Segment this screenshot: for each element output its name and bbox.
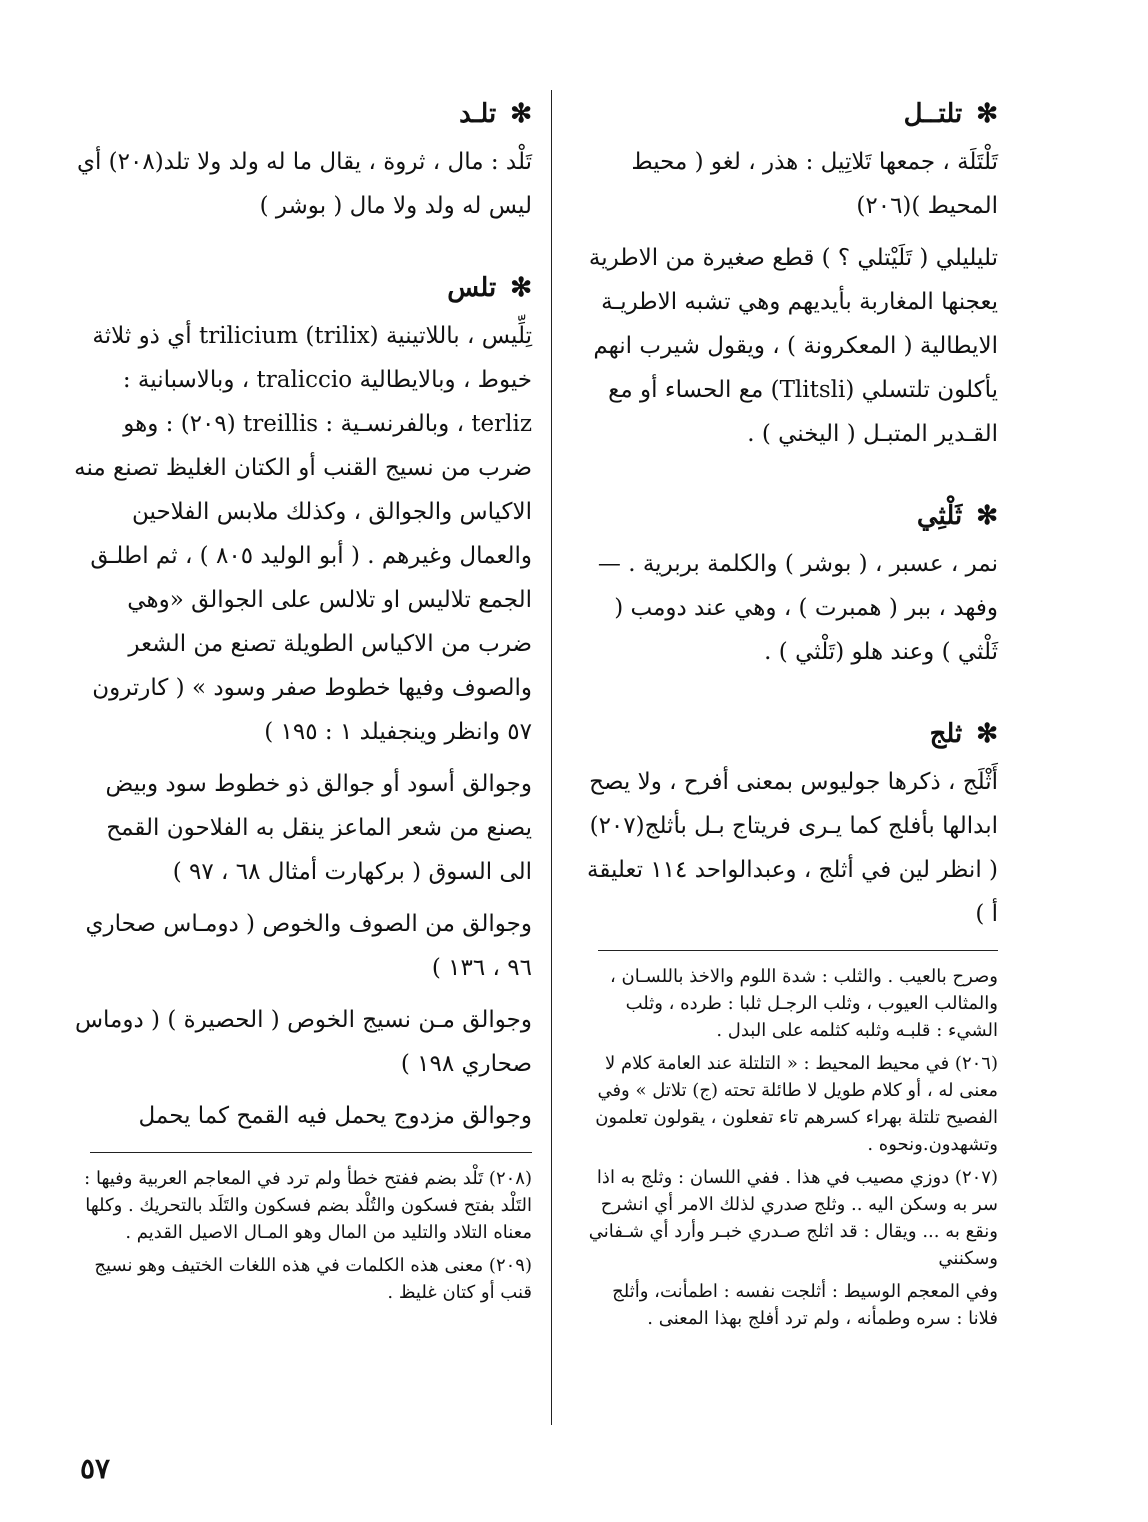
entry-heading-text: تلـد [459, 99, 497, 129]
entry-heading [578, 496, 998, 536]
entry-heading-text: ثلج [929, 719, 963, 749]
entry-paragraph: وجوالق مـن نسيج الخوص ( الحصيرة ) ( دوماس صحاري ١٩٨ ) [74, 1007, 532, 1077]
entry-paragraph: تليليلي ( تَلَيْتلي ؟ ) قطع صغيرة من الاطرية يعجنها المغاربة بأيديهم وهي تشبه الاطريـة الايطالية ( المعكرونة ) ، ويقول شيرب انهم يأكلون تلتسلي (Tlitsli) مع الحساء أو مع القـدير المتبـل ( اليخني ) . [588, 245, 998, 447]
column-divider [551, 90, 552, 1425]
footnotes [578, 963, 998, 1332]
asterisk-icon: ✻ [976, 501, 998, 531]
footnote: (٢٠٨) تَلْد بضم ففتح خطأ ولم ترد في المعاجم العربية وفيها : التَلْد بفتح فسكون والتُلْد بضم فسكون والتَلَد بالتحريك . وكلها معناه التلاد والتليد من المال وهو المـال الاصيل القديم . [84, 1168, 532, 1243]
entry [578, 496, 998, 674]
entry [578, 94, 998, 456]
asterisk-icon: ✻ [510, 273, 532, 303]
entry-heading [72, 94, 532, 134]
left-column [72, 88, 532, 1312]
entry-paragraph: تَلْد : مال ، ثروة ، يقال ما له ولد ولا تلد(٢٠٨) أي ليس له ولد ولا مال ( بوشر ) [76, 149, 532, 219]
entry [578, 714, 998, 936]
asterisk-icon: ✻ [976, 719, 998, 749]
entry-heading-text: تلس [447, 273, 497, 303]
entry-paragraph: وجوالق أسود أو جوالق ذو خطوط سود وبيض يصنع من شعر الماعز ينقل به الفلاحون القمح الى السوق ( بركهارت أمثال ٦٨ ، ٩٧ ) [105, 771, 532, 885]
footnote: (٢٠٧) دوزي مصيب في هذا . ففي اللسان : وثلج به اذا سر به وسكن اليه .. وثلج صدري لذلك الامر أي انشرح ونقع به ... ويقال : قد اثلج صـدري خبـر وأرد أي شـفاني وسكنني [588, 1167, 998, 1269]
entry-paragraph: تَلْتَلَة ، جمعها تَلاتِيل : هذر ، لغو ( محيط المحيط )(٢٠٦) [631, 149, 998, 219]
entry-paragraph: نمر ، عسبر ، ( بوشر ) والكلمة بربرية . — وفهد ، ببر ( همبرت ) ، وهي عند دومب ( ثَلْثي ) وعند هلو (تَلْثي ) . [597, 551, 998, 665]
entry [72, 268, 532, 1138]
footnote-rule [90, 1152, 532, 1153]
entry-heading [578, 714, 998, 754]
entry-heading-text: تلتــل [903, 99, 963, 129]
page-number: ٥٧ [80, 1452, 111, 1485]
footnote: وصرح بالعيب . والثلب : شدة اللوم والاخذ باللسـان ، والمثالب العيوب ، وثلب الرجـل ثلبا : طرده ، وثلب الشيء : قلبـه وثلبه كثلمه على البدل . [610, 966, 998, 1041]
footnote: وفي المعجم الوسيط : أثلجت نفسه : اطمأنت، وأثلج فلانا : سره وطمأنه ، ولم ترد أفلج بهذا المعنى . [612, 1281, 998, 1329]
entry-paragraph: وجوالق من الصوف والخوص ( دومـاس صحاري ٩٦ ، ١٣٦ ) [85, 911, 532, 981]
footnote: (٢٠٦) في محيط المحيط : « التلتلة عند العامة كلام لا معنى له ، أو كلام طويل لا طائلة تحته (ج) تلاتل » وفي الفصيح تلتلة بهراء كسرهم تاء تفعلون ، يقولون تعلمون وتشهدون.ونحوه . [595, 1053, 998, 1155]
entry-paragraph: أَثْلَج ، ذكرها جوليوس بمعنى أفرح ، ولا يصح ابدالها بأفلج كما يـرى فريتاج بـل بأثلج(٢٠٧) ( انظر لين في أثلج ، وعبدالواحد ١١٤ تعليقة أ ) [586, 769, 998, 927]
entry-heading-text: ثَلْثِي [916, 501, 963, 531]
asterisk-icon: ✻ [976, 99, 998, 129]
entry-paragraph: تِلِّيس ، باللاتينية trilicium (trilix) أي ذو ثلاثة خيوط ، وبالايطالية traliccio ، وبالاسبانية : terliz ، وبالفرنسـية : treillis (٢٠٩) : وهو ضرب من نسيج القنب أو الكتان الغليظ تصنع منه الاكياس والجوالق ، وكذلك ملابس الفلاحين والعمال وغيرهم . ( أبو الوليد ٨٠٥ ) ، ثم اطلـق الجمع تلاليس او تلالس على الجوالق «وهي ضرب من الاكياس الطويلة تصنع من الشعر والصوف وفيها خطوط صفر وسود » ( كارترون ٥٧ وانظر وينجفيلد ١ : ١٩٥ ) [74, 323, 532, 745]
entry-heading [72, 268, 532, 308]
footnote-rule [598, 950, 998, 951]
footnote: (٢٠٩) معنى هذه الكلمات في هذه اللغات الختيف وهو نسيج قنب أو كتان غليظ . [94, 1255, 532, 1303]
entry [72, 94, 532, 228]
footnotes [72, 1165, 532, 1306]
right-column [578, 88, 998, 1338]
entry-heading [578, 94, 998, 134]
entry-paragraph: وجوالق مزدوج يحمل فيه القمح كما يحمل [138, 1103, 532, 1129]
asterisk-icon: ✻ [510, 99, 532, 129]
